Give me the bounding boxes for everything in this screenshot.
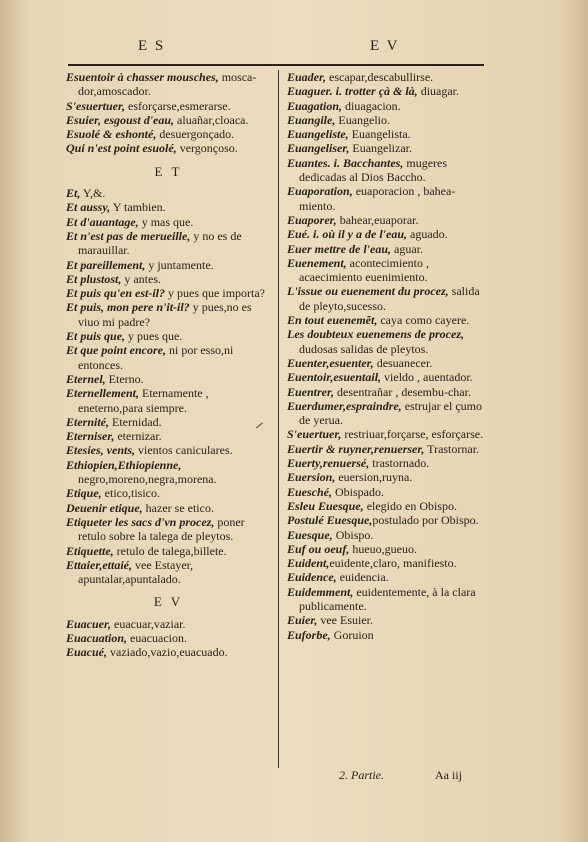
entry-headword: S'esuertuer, (66, 98, 126, 113)
entry-headword: S'euertuer, (287, 427, 342, 442)
entry-translation: ni por esso,ni entonces. (78, 343, 234, 372)
entry-translation: euacuar,vaziar. (111, 616, 186, 631)
dictionary-entry (66, 127, 271, 141)
part-label: 2. Partie. (339, 768, 384, 782)
entry-headword: Euenter,esuenter, (287, 355, 374, 370)
entry-headword: Les doubteux euenemens de procez, (287, 327, 464, 342)
dictionary-entry (287, 470, 489, 484)
dictionary-entry (66, 300, 271, 329)
entry-headword: Euader, (287, 70, 327, 84)
entry-headword: Euacué, (66, 645, 108, 660)
dictionary-entry (287, 427, 489, 441)
entry-headword: Ethiopien,Ethiopienne, (66, 457, 182, 472)
entry-translation: Obispado. (332, 484, 384, 499)
entry-translation: salida de pleyto,sucesso. (299, 284, 480, 313)
dictionary-entry (287, 542, 489, 556)
entry-translation: negro,moreno,negra,morena. (78, 472, 217, 487)
dictionary-entry (287, 284, 489, 313)
entry-headword: Etiquette, (66, 543, 114, 558)
dictionary-entry (287, 99, 489, 113)
entry-translation: bahear,euaporar. (336, 212, 419, 227)
entry-translation: etico,tisico. (101, 486, 160, 501)
dictionary-entry (66, 343, 271, 372)
entry-headword: Euident, (287, 556, 330, 571)
header-rule (68, 64, 484, 66)
header-left: E S (138, 38, 166, 54)
entry-headword: Euidence, (287, 570, 337, 585)
entry-headword: Euagation, (287, 98, 343, 113)
entry-headword: Euerty,renuersé, (287, 456, 370, 471)
entry-translation: euidentemente, à la clara publicamente. (299, 584, 476, 613)
entry-translation: diuagar. (417, 84, 460, 99)
entry-headword: Euf ou oeuf, (287, 541, 350, 556)
entry-translation: Euangelista. (348, 127, 411, 142)
entry-headword: Et puis que, (66, 329, 126, 344)
dictionary-entry (287, 127, 489, 141)
entry-translation: esforçarse,esmerarse. (125, 98, 231, 113)
entry-headword: Euer mettre de l'eau, (287, 241, 391, 256)
entry-headword: Etiqueter les sacs d'vn procez, (66, 514, 215, 529)
entry-headword: Euangeliste, (287, 127, 349, 142)
entry-headword: Euenement, (287, 255, 347, 270)
entry-translation: Eternamente , eneterno,para siempre. (78, 386, 209, 415)
entry-headword: Euaguer. i. trotter çà & là, (287, 84, 418, 99)
entry-headword: Euentrer, (287, 384, 335, 399)
dictionary-entry (66, 631, 271, 645)
dictionary-entry (287, 556, 489, 570)
entry-headword: Euersion, (287, 470, 336, 485)
column-divider (278, 70, 279, 768)
entry-translation: y pues que. (125, 329, 183, 344)
dictionary-entry (66, 515, 271, 544)
dictionary-entry (287, 513, 489, 527)
running-header (70, 38, 484, 60)
entry-translation: y pues,no es viuo mi padre? (78, 300, 252, 329)
section-heading: E V (153, 594, 184, 610)
dictionary-entry (287, 70, 489, 84)
dictionary-entry (66, 113, 271, 127)
dictionary-entry (66, 99, 271, 113)
dictionary-entry (287, 613, 489, 627)
entry-translation: Y,&. (80, 186, 106, 201)
entry-translation: escapar,descabullirse. (326, 70, 434, 84)
entry-translation: mugeres dedicadas al Dios Baccho. (299, 155, 448, 185)
entry-translation: mosca-dor,amoscador. (78, 70, 257, 99)
entry-translation: Euangelio. (335, 112, 391, 127)
entry-translation: diuagacion. (342, 98, 401, 113)
entry-translation: hueuo,gueuo. (349, 541, 417, 556)
dictionary-entry (287, 313, 489, 327)
entry-headword: Esuentoir à chasser mousches, (66, 70, 219, 84)
page-footer (287, 768, 489, 784)
dictionary-entry (287, 499, 489, 513)
entry-headword: Euesque, (287, 527, 333, 542)
entry-translation: vee Esuier. (317, 613, 374, 628)
entry-headword: Euesché, (287, 484, 332, 499)
dictionary-entry (66, 141, 271, 155)
section-heading: E T (154, 163, 183, 179)
dictionary-entry (287, 456, 489, 470)
entry-headword: Qui n'est point esuolé, (66, 141, 177, 156)
entry-translation: retulo de talega,billete. (113, 543, 227, 558)
entry-headword: Et d'auantage, (66, 214, 139, 229)
entry-translation: restriuar,forçarse, esforçarse. (341, 427, 484, 442)
dictionary-entry (66, 386, 271, 415)
dictionary-entry (287, 113, 489, 127)
dictionary-entry (287, 570, 489, 584)
entry-translation: euacuacion. (127, 630, 187, 645)
entry-translation: hazer se etico. (142, 500, 214, 515)
dictionary-entry (66, 415, 271, 429)
entry-headword: Ettaier,ettaié, (66, 557, 132, 572)
entry-translation: poner retulo sobre la talega de pleytos. (78, 514, 245, 544)
entry-headword: Euantes. i. Bacchantes, (287, 155, 404, 170)
entry-translation: postulado por Obispo. (372, 513, 479, 528)
dictionary-entry (66, 617, 271, 631)
dictionary-entry (287, 370, 489, 384)
entry-translation: aguado. (407, 227, 448, 242)
entry-translation: desentrañar , desembu-char. (334, 384, 471, 399)
dictionary-entry (66, 429, 271, 443)
dictionary-entry (66, 544, 271, 558)
entry-headword: Euacuer, (66, 616, 112, 631)
entry-translation: aguar. (391, 241, 423, 256)
entry-translation: Y tambien. (110, 200, 166, 215)
dictionary-entry (66, 486, 271, 500)
entry-translation: euidencia. (336, 570, 389, 585)
dictionary-entry (66, 329, 271, 343)
entry-headword: Etique, (66, 486, 102, 501)
entry-headword: Euaporer, (287, 212, 337, 227)
entry-translation: vieldo , auentador. (381, 370, 473, 385)
entry-headword: Eué. i. où il y a de l'eau, (287, 227, 407, 242)
dictionary-entry (66, 200, 271, 214)
dictionary-entry (66, 286, 271, 300)
entry-translation: y no es de marauillar. (78, 228, 242, 258)
entry-translation: Euangelizar. (349, 141, 412, 156)
dictionary-entry (287, 628, 489, 642)
dictionary-entry (287, 84, 489, 98)
entry-headword: Euangile, (287, 112, 336, 127)
dictionary-entry (66, 458, 271, 487)
dictionary-entry (66, 70, 271, 99)
entry-translation: Trastornar. (424, 441, 480, 456)
entry-translation: Eterno. (105, 371, 144, 386)
dictionary-entry (287, 213, 489, 227)
entry-translation: elegido en Obispo. (363, 498, 458, 513)
dictionary-entry (287, 528, 489, 542)
entry-headword: Euertir & ruyner,renuerser, (287, 441, 425, 456)
dictionary-entry (287, 156, 489, 185)
entry-headword: Euaporation, (287, 184, 353, 199)
entry-translation: y mas que. (138, 214, 194, 229)
entry-headword: Et n'est pas de merueille, (66, 228, 191, 243)
dictionary-entry (287, 399, 489, 428)
entry-headword: Et, (66, 186, 81, 201)
entry-headword: Et aussy, (66, 200, 111, 215)
entry-headword: Eternel, (66, 371, 106, 386)
entry-translation: Goruion (330, 627, 374, 642)
entry-translation: euidente,claro, manifiesto. (329, 556, 457, 571)
entry-headword: Esuier, esgoust d'eau, (66, 112, 175, 127)
dictionary-entry (287, 227, 489, 241)
entry-translation: aluañar,cloaca. (174, 112, 249, 127)
entry-translation: desuergonçado. (156, 127, 235, 142)
dictionary-entry (287, 485, 489, 499)
dictionary-entry (66, 215, 271, 229)
dictionary-entry (287, 356, 489, 370)
dictionary-entry (287, 242, 489, 256)
entry-headword: Postulé Euesque, (287, 513, 373, 528)
entry-headword: Et puis qu'en est-il? (66, 286, 166, 301)
entry-headword: En tout euenemẽt, (287, 313, 378, 328)
entry-headword: Et puis, mon pere n'it-il? (66, 300, 190, 315)
dictionary-entry (66, 558, 271, 587)
entry-translation: vergonçoso. (176, 141, 238, 156)
entry-translation: euaporacion , bahea-miento. (299, 184, 456, 213)
dictionary-entry (66, 258, 271, 272)
dictionary-entry (66, 501, 271, 515)
entry-headword: Euentoir,esuentail, (287, 370, 382, 385)
entry-headword: Deuenir etique, (66, 500, 143, 515)
entry-headword: Euforbe, (287, 627, 331, 642)
entry-translation: estrujar el çumo de yerua. (299, 398, 482, 428)
dictionary-entry (66, 645, 271, 659)
header-right: E V (370, 38, 400, 54)
entry-translation: y juntamente. (145, 257, 214, 272)
entry-translation: vientos caniculares. (135, 443, 233, 458)
signature-mark: Aa iij (435, 768, 462, 782)
entry-headword: Esleu Euesque, (287, 498, 364, 513)
right-column (287, 70, 489, 642)
entry-translation: caya como cayere. (377, 313, 470, 328)
dictionary-entry (287, 385, 489, 399)
dictionary-entry (287, 184, 489, 213)
entry-translation: dudosas salidas de pleytos. (299, 341, 429, 356)
entry-translation: acontecimiento , acaecimiento euenimiento. (299, 255, 429, 285)
left-column (66, 70, 271, 660)
entry-translation: Obispo. (332, 527, 374, 542)
entry-translation: y pues que importa? (165, 286, 266, 301)
dictionary-entry (66, 372, 271, 386)
entry-headword: Eterniser, (66, 429, 115, 444)
entry-headword: Et plustost, (66, 271, 122, 286)
dictionary-entry (66, 186, 271, 200)
entry-translation: vaziado,vazio,euacuado. (107, 645, 228, 660)
entry-translation: Eternidad. (109, 414, 162, 429)
entry-headword: Et pareillement, (66, 257, 146, 272)
entry-translation: y antes. (121, 271, 162, 286)
dictionary-entry (66, 229, 271, 258)
dictionary-entry (66, 443, 271, 457)
entry-headword: Esuolé & eshonté, (66, 127, 157, 142)
entry-translation: desuanecer. (373, 355, 433, 370)
dictionary-entry (287, 442, 489, 456)
entry-headword: Etesies, vents, (66, 443, 135, 458)
entry-translation: eternizar. (114, 429, 162, 444)
dictionary-entry (287, 256, 489, 285)
dictionary-entry (66, 272, 271, 286)
entry-headword: Eternité, (66, 414, 110, 429)
entry-headword: Euerdumer,espraindre, (287, 398, 402, 413)
entry-translation: trastornado. (369, 456, 430, 471)
dictionary-entry (287, 141, 489, 155)
entry-headword: Euidemment, (287, 584, 354, 599)
entry-headword: Euangeliser, (287, 141, 350, 156)
entry-translation: vee Estayer, apuntalar,apuntalado. (78, 557, 194, 587)
entry-headword: Euier, (287, 613, 318, 628)
dictionary-entry (287, 327, 489, 356)
dictionary-entry (287, 585, 489, 614)
entry-headword: Et que point encore, (66, 343, 167, 358)
entry-headword: Eternellement, (66, 386, 139, 401)
entry-headword: L'issue ou euenement du procez, (287, 284, 449, 299)
entry-translation: euersion,ruyna. (335, 470, 413, 485)
entry-headword: Euacuation, (66, 630, 128, 645)
